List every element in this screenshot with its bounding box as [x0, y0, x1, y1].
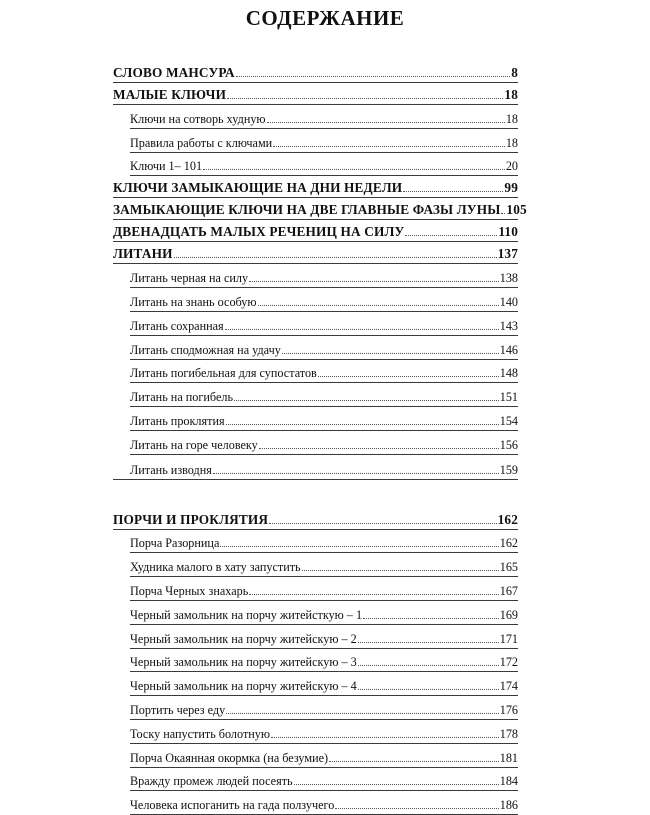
toc-subentry[interactable] [130, 153, 518, 177]
dot-leader [269, 523, 496, 524]
dot-leader [225, 329, 499, 330]
toc-entry-page: 167 [499, 583, 518, 598]
toc-entry-label: Литань на погибель [130, 390, 234, 405]
dot-leader [213, 473, 499, 474]
dot-leader [282, 353, 499, 354]
toc-entry-page: 162 [499, 536, 518, 551]
dot-leader [358, 642, 499, 643]
toc-subentry[interactable] [130, 791, 518, 815]
toc-entry-page: 148 [499, 366, 518, 381]
toc-entry-label: ДВЕНАДЦАТЬ МАЛЫХ РЕЧЕНИЦ НА СИЛУ [113, 224, 405, 240]
toc-subentry[interactable] [130, 360, 518, 384]
toc-entry-page: 174 [499, 679, 518, 694]
dot-leader [259, 448, 499, 449]
dot-leader [363, 618, 499, 619]
toc-entry-dvenadtsat-rechenits[interactable] [113, 220, 518, 242]
toc-entry-page: 151 [499, 390, 518, 405]
toc-entry-label: Черный замольник на порчу житейскую – 2 [130, 631, 357, 646]
toc-entry-page: 154 [499, 413, 518, 428]
toc-entry-label: СЛОВО МАНСУРА [113, 65, 235, 80]
toc-entry-page: 18 [504, 87, 518, 102]
toc-subentry[interactable] [130, 649, 518, 673]
toc-entry-slovo-mansura[interactable] [113, 61, 518, 83]
toc-entry-label: Литань на горе человеку [130, 437, 258, 452]
toc-entry-page: 176 [499, 702, 518, 717]
toc-entry-label: Порча Разорница [130, 536, 220, 551]
dot-leader [294, 784, 499, 785]
toc-entry-page: 184 [499, 774, 518, 789]
toc-entry-page: 137 [497, 246, 518, 262]
dot-leader [249, 594, 498, 595]
toc-entry-page: 186 [499, 798, 518, 813]
toc-subentry[interactable] [130, 336, 518, 360]
dot-leader [227, 98, 503, 99]
dot-leader [358, 689, 499, 690]
toc-entry-label: Правила работы с ключами [130, 135, 273, 150]
toc-entry-page: 171 [499, 631, 518, 646]
toc-entry-page: 178 [499, 726, 518, 741]
dot-leader [403, 191, 503, 192]
toc-subentry[interactable] [130, 744, 518, 768]
toc-entry-malye-klyuchi[interactable] [113, 83, 518, 105]
toc-entry-label: Литань погибельная для супостатов [130, 366, 317, 381]
toc-subentry[interactable] [130, 312, 518, 336]
toc-entry-porchi-i-proklyatiya[interactable] [113, 508, 518, 530]
toc-entry-label: Литань сохранная [130, 318, 224, 333]
toc-entry-page: 169 [499, 607, 518, 622]
toc-entry-label: Литань изводня [130, 462, 212, 477]
toc-entry-label: Литань на знань особую [130, 294, 257, 309]
toc-subentry[interactable] [130, 577, 518, 601]
dot-leader [405, 235, 497, 236]
toc-entry-page: 159 [499, 462, 518, 477]
toc-entry-label: Черный замольник на порчу житейсткую – 1 [130, 607, 363, 622]
toc-entry-label: Порча Окаянная окормка (на безумие) [130, 750, 329, 765]
toc-entry-page: 8 [511, 65, 518, 80]
toc-entry-page: 156 [499, 437, 518, 452]
toc-entry-litani[interactable] [113, 242, 518, 264]
toc-entry-label: ЛИТАНИ [113, 246, 173, 262]
toc-entry-page: 20 [505, 159, 518, 174]
toc-entry-label: Ключи на сотворь худную [130, 111, 266, 126]
dot-leader [226, 713, 499, 714]
dot-leader [258, 305, 499, 306]
toc-entry-label: Худника малого в хату запустить [130, 560, 301, 575]
dot-leader [174, 257, 497, 258]
dot-leader [226, 424, 499, 425]
toc-entry-page: 143 [499, 318, 518, 333]
toc-entry-page: 162 [497, 511, 518, 527]
toc-entry-klyuchi-zamykayushchie[interactable] [113, 176, 518, 198]
toc-entry-page: 181 [499, 750, 518, 765]
dot-leader [318, 376, 499, 377]
toc-entry-page: 165 [499, 560, 518, 575]
toc-entry-page: 146 [499, 342, 518, 357]
toc-subentry[interactable] [130, 530, 518, 554]
section-divider [113, 479, 518, 508]
toc-entry-label: Портить через еду [130, 702, 226, 717]
toc-subentry[interactable] [130, 288, 518, 312]
dot-leader [329, 761, 499, 762]
dot-leader [203, 169, 505, 170]
toc-entry-label: ЗАМЫКАЮЩИЕ КЛЮЧИ НА ДВЕ ГЛАВНЫЕ ФАЗЫ ЛУНЫ [113, 202, 501, 218]
toc-entry-label: Черный замольник на порчу житейскую – 3 [130, 655, 357, 670]
toc-entry-label: Литань сподможная на удачу [130, 342, 281, 357]
dot-leader [358, 665, 499, 666]
toc-subentry[interactable] [130, 601, 518, 625]
toc-entry-label: Человека испоганить на гада ползучего [130, 798, 335, 813]
dot-leader [302, 570, 499, 571]
toc-subentry[interactable] [130, 431, 518, 455]
dot-leader [236, 76, 510, 77]
dot-leader [234, 400, 499, 401]
dot-leader [220, 546, 498, 547]
toc-entry-page: 110 [498, 224, 518, 240]
toc-entry-page: 138 [499, 271, 518, 286]
toc-subentry[interactable] [130, 264, 518, 288]
toc-subentry[interactable] [130, 768, 518, 792]
toc-subentry[interactable] [130, 105, 518, 129]
toc-entry-label: Ключи 1– 101 [130, 159, 203, 174]
toc-subentry[interactable] [130, 553, 518, 577]
toc-entry-page: 99 [504, 180, 518, 196]
table-of-contents [113, 61, 527, 815]
toc-entry-label: Вражду промеж людей посеять [130, 774, 293, 789]
toc-subentry[interactable] [130, 407, 518, 431]
toc-entry-page: 140 [499, 294, 518, 309]
toc-subentry[interactable] [130, 383, 518, 407]
toc-subentry[interactable] [130, 696, 518, 720]
toc-entry-label: Тоску напустить болотную [130, 726, 270, 741]
dot-leader [249, 281, 499, 282]
toc-entry-label: КЛЮЧИ ЗАМЫКАЮЩИЕ НА ДНИ НЕДЕЛИ [113, 180, 403, 196]
dot-leader [501, 213, 505, 214]
toc-entry-label: Порча Черных знахарь [130, 583, 249, 598]
toc-entry-zamykayushchie-klyuchi[interactable] [113, 198, 527, 220]
dot-leader [271, 737, 499, 738]
toc-subentry[interactable] [130, 455, 518, 479]
toc-entry-page: 18 [505, 111, 518, 126]
toc-entry-label: ПОРЧИ И ПРОКЛЯТИЯ [113, 511, 269, 527]
toc-entry-label: Литань проклятия [130, 413, 225, 428]
dot-leader [335, 808, 498, 809]
toc-entry-label: Черный замольник на порчу житейскую – 4 [130, 679, 357, 694]
toc-subentry[interactable] [130, 625, 518, 649]
toc-subentry[interactable] [130, 672, 518, 696]
toc-entry-label: МАЛЫЕ КЛЮЧИ [113, 87, 227, 102]
dot-leader [267, 122, 505, 123]
dot-leader [273, 146, 505, 147]
toc-entry-page: 18 [505, 135, 518, 150]
toc-subentry[interactable] [130, 129, 518, 153]
page-title: СОДЕРЖАНИЕ [245, 6, 405, 30]
toc-entry-page: 105 [506, 202, 527, 218]
toc-entry-label: Литань черная на силу [130, 271, 249, 286]
toc-subentry[interactable] [130, 720, 518, 744]
toc-entry-page: 172 [499, 655, 518, 670]
